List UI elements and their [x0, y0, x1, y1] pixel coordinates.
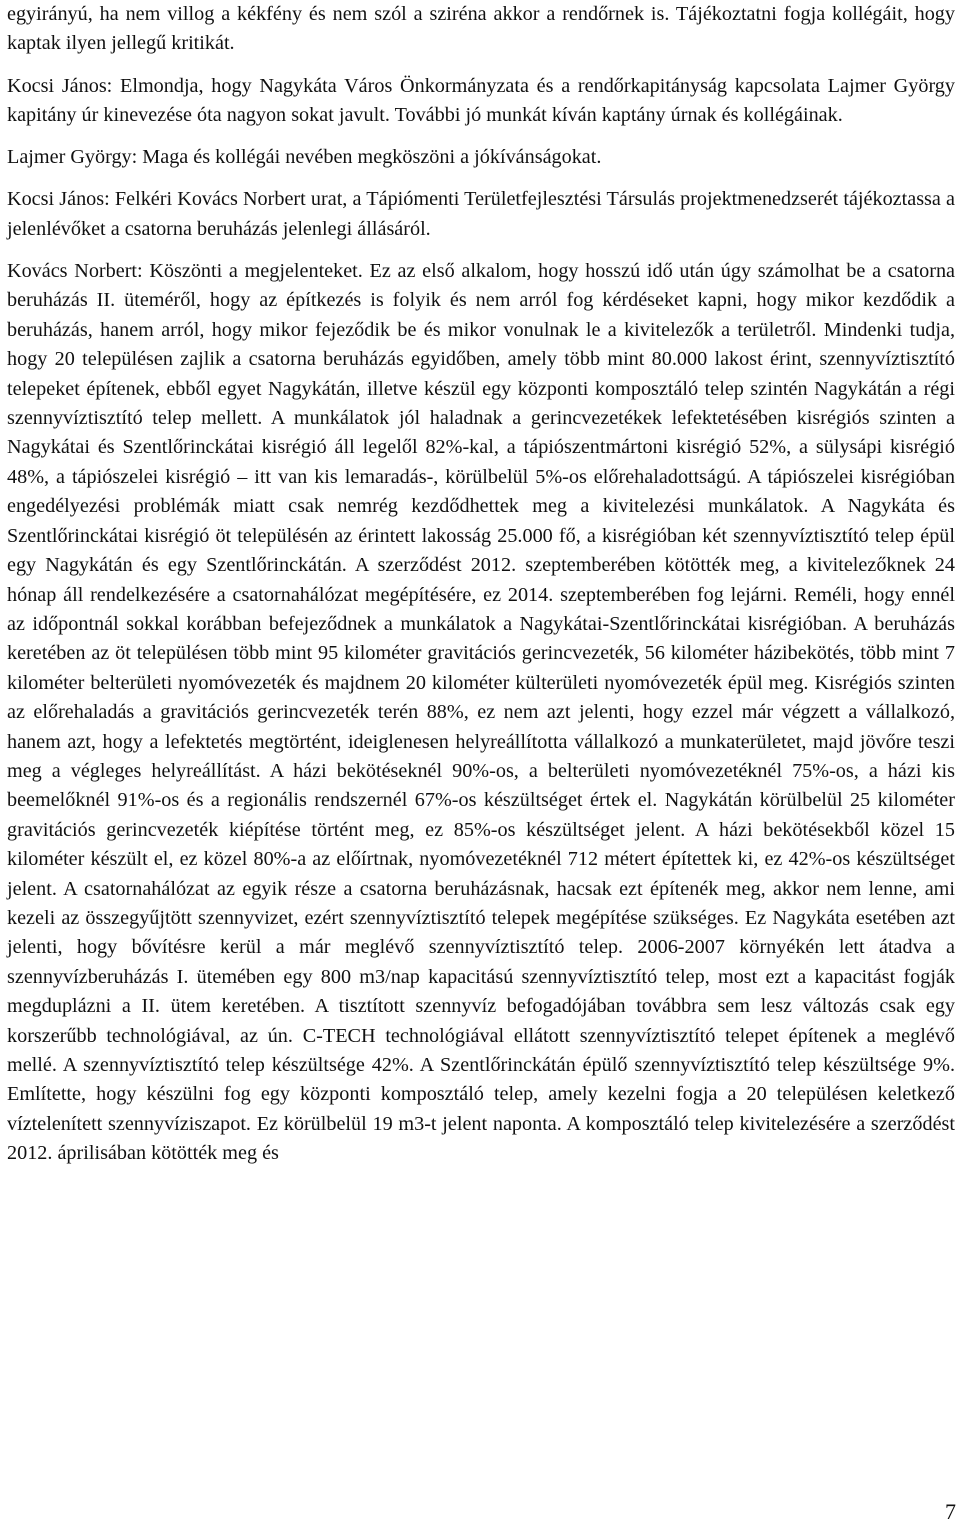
document-page: [7, 0, 955, 1181]
paragraph-mayor-request: Kocsi János: Felkéri Kovács Norbert urat, a Tápiómenti Területfejlesztési Társulás projektmenedzserét tájékoztassa a jelenlévőket a csatorna beruházás jelenlegi állásáról.: [7, 188, 955, 240]
paragraph-captain-reply: Lajmer György: Maga és kollégái nevében megköszöni a jókívánságokat.: [7, 146, 602, 169]
paragraph-mayor-thanks: Kocsi János: Elmondja, hogy Nagykáta Város Önkormányzata és a rendőrkapitányság kapcsolata Lajmer György kapitány úr kinevezése óta nagyon sokat javult. További jó munkát kíván kaptány úrnak és kollégáinak.: [7, 74, 955, 127]
paragraph-sewer-report: Kovács Norbert: Köszönti a megjelenteket. Ez az első alkalom, hogy hosszú idő után úgy számolhat be a csatorna beruházás II. üteméről, hogy az építkezés is folyik és nem arról fog kérdéseket kapni, hogy mikor kezdődik a beruházás, hanem arról, hogy mikor fejeződik be és mikor vonulnak le a kivitelezők a területről. Mindenki tudja, hogy 20 településen zajlik a csatorna beruházás egyidőben, amely több mint 80.000 lakost érint, szennyvíztisztító telepeket építenek, ebből egyet Nagykátán, illetve készül egy központi komposztáló telep szintén Nagykátán a régi szennyvíztisztító telep mellett. A munkálatok jól haladnak a gerincvezetékek lefektetésében kisrégiós szinten a Nagykátai és Szentlőrinckátai kisrégió áll legelől 82%-kal, a tápiószentmártoni kisrégió 52%, a sülysápi kisrégió 48%, a tápiószelei kisrégió – itt van kis lemaradás-, körülbelül 5%-os előrehaladottságú. A tápiószelei kisrégióban engedélyezési problémák miatt csak nemrég kezdődhettek meg a kivitelezési munkálatok. A Nagykáta és Szentlőrinckátai kisrégió öt településén az érintett lakosság 25.000 fő, a kisrégióban két szennyvíztisztító telep épül egy Nagykátán és egy Szentlőrinckátán. A szerződést 2012. szeptemberében kötötték meg, a kivitelezőknek 24 hónap áll rendelkezésére a csatornahálózat megépítésére, ez 2014. szeptemberében fog lejárni. Reméli, hogy ennél az időpontnál sokkal korábban befejeződnek a munkálatok a Nagykátai-Szentlőrinckátai kisrégióban. A beruházás keretében az öt településen több mint 95 kilométer gravitációs gerincvezeték, 56 kilométer házibekötés, több mint 7 kilométer belterületi nyomóvezeték és majdnem 20 kilométer külterületi nyomóvezeték épül meg. Kisrégiós szinten az előrehaladás a gravitációs gerincvezeték terén 88%, ez nem azt jelenti, hogy ezzel már végzett a vállalkozó, hanem azt, hogy a lefektetés megtörtént, ideiglenesen helyreállította vállalkozó a munkaterületet, majd jövőre teszi meg a végleges helyreállítást. A házi bekötéseknél 90%-os, a belterületi nyomóvezetéknél 75%-os, a házi kis beemelőknél 91%-os és a regionális rendszernél 67%-os készültséget értek el. Nagykátán körülbelül 25 kilométer gravitációs gerincvezeték kiépítése történt meg, ez 85%-os készültséget jelent. A házi bekötésekből közel 15 kilométer készült el, ez közel 80%-a az előírtnak, nyomóvezetéknél 712 métert építettek ki, ez 42%-os készültséget jelent. A csatornahálózat az egyik része a csatorna beruházásnak, hacsak ezt építenék meg, akkor nem lenne, ami kezeli az összegyűjtött szennyvizet, ezért szennyvíztisztító telepek megépítése szükséges. Ez Nagykáta esetében azt jelenti, hogy bővítésre kerül a már meglévő szennyvíztisztító telep. 2006-2007 környékén lett átadva a szennyvízberuházás I. ütemében egy 800 m3/nap kapacitású szennyvíztisztító telep, most ezt a kapacitást fogják megduplázni a II. ütem keretében. A tisztított szennyvíz befogadójában továbbra sem lesz változás csak egy korszerűbb technológiával, az ún. C-TECH technológiával ellátott szennyvíztisztító telepet építenek a meglévő mellé. A szennyvíztisztító telep készültsége 42%. A Szentlőrinckátán épülő szennyvíztisztító telep készültsége 9%. Említette, hogy készülni fog egy központi komposztáló telep, amely kezelni fogja a 20 településen keletkező víztelenített szennyvíziszapot. Ez körülbelül 19 m3-t jelent naponta. A komposztáló telep kivitelezésére a szerződést 2012. áprilisában kötötték meg és: [7, 260, 955, 1165]
page-number: 7: [945, 1499, 956, 1524]
paragraph-police-response: egyirányú, ha nem villog a kékfény és nem szól a sziréna akkor a rendőrnek is. Tájékoztatni fogja kollégáit, hogy kaptak ilyen jellegű kritikát.: [7, 3, 955, 55]
